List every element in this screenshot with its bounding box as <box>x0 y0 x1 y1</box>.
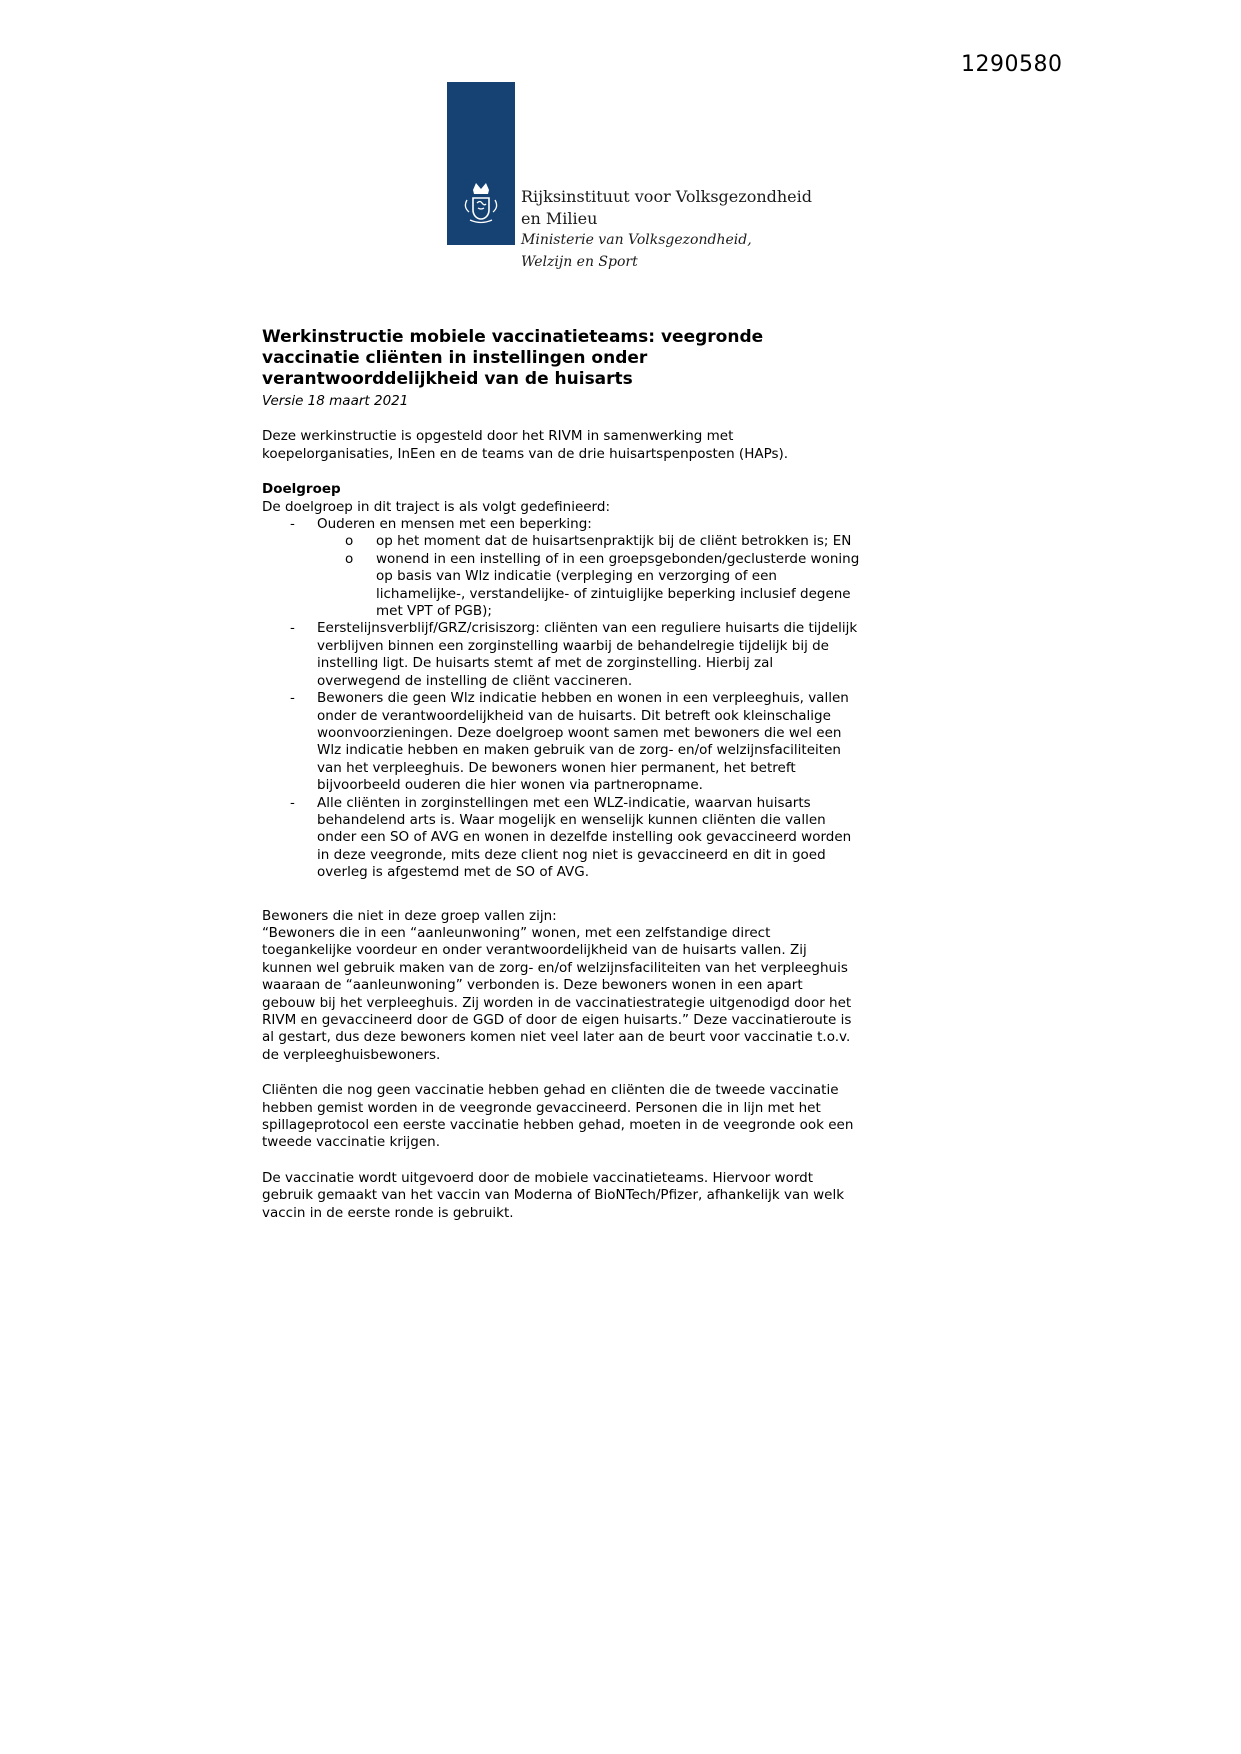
sub-list-item <box>317 551 860 621</box>
document-title <box>262 327 860 390</box>
missed-vaccination-paragraph: Cliënten die nog geen vaccinatie hebben gehad en cliënten die de tweede vaccinatie hebben gemist worden in de veegronde gevaccineerd. Personen die in lijn met het spillageprotocol een eerste vaccinatie hebben gehad, moeten in de veegronde ook een tweede vaccinatie krijgen. <box>262 1082 854 1151</box>
document-title-line1: Werkinstructie mobiele vaccinatieteams: veegronde <box>262 327 764 347</box>
rijksoverheid-logo-banner <box>447 82 515 245</box>
dash-bullet: - <box>290 516 295 533</box>
sub-list-item-text: op het moment dat de huisartsenpraktijk bij de cliënt betrokken is; EN <box>376 533 852 550</box>
dash-bullet: - <box>290 620 295 637</box>
logo-ministry-line1: Ministerie van Volksgezondheid, <box>521 232 752 248</box>
sub-list-item <box>317 533 860 550</box>
doelgroep-lead: De doelgroep in dit traject is als volgt gedefinieerd: <box>262 498 610 515</box>
exclusion-paragraph <box>262 908 860 1065</box>
doelgroep-list <box>262 516 860 882</box>
list-item-text: Eerstelijnsverblijf/GRZ/crisiszorg: cliënten van een reguliere huisarts die tijdelijk verblijven binnen een zorginstelling waarbij de behandelregie tijdelijk bij de instelling ligt. De huisarts stemt af met de zorginstelling. Hierbij zal overwegend de instelling de cliënt vaccineren. <box>317 620 858 689</box>
section-heading-doelgroep: Doelgroep <box>262 481 341 498</box>
list-item-text: Ouderen en mensen met een beperking: <box>317 516 592 533</box>
logo-text-block <box>521 186 812 273</box>
dutch-coat-of-arms-icon <box>458 180 504 228</box>
logo-ministry-line2: Welzijn en Sport <box>521 253 638 270</box>
circle-bullet: o <box>345 550 354 567</box>
document-title-line3: verantwoorddelijkheid van de huisarts <box>262 369 633 389</box>
logo-org-name-line2: en Milieu <box>521 209 598 228</box>
circle-bullet: o <box>345 533 354 550</box>
vaccine-type-paragraph: De vaccinatie wordt uitgevoerd door de mobiele vaccinatieteams. Hiervoor wordt gebruik gemaakt van het vaccin van Moderna of BioNTech/Pfizer, afhankelijk van welk vaccin in de eerste ronde is gebruikt. <box>262 1169 845 1221</box>
logo-org-name-line1: Rijksinstituut voor Volksgezondheid <box>521 187 812 206</box>
list-item-text: Bewoners die geen Wlz indicatie hebben en wonen in een verpleeghuis, vallen onder de verantwoordelijkheid van de huisarts. Dit betreft ook kleinschalige woonvoorzieningen. Deze doelgroep woont samen met bewoners die wel een Wlz indicatie hebben en maken gebruik van de zorg- en/of welzijnsfaciliteiten van het verpleeghuis. De bewoners wonen hier permanent, het betreft bijvoorbeeld ouderen die hier wonen via partneropname. <box>317 690 849 794</box>
list-item-text: Alle cliënten in zorginstellingen met een WLZ-indicatie, waarvan huisarts behandelend arts is. Waar mogelijk en wenselijk kunnen cliënten die vallen onder een SO of AVG en wonen in dezelfde instelling ook gevaccineerd worden in deze veegronde, mits deze client nog niet is gevaccineerd en dit in goed overleg is afgestemd met de SO of AVG. <box>317 794 852 881</box>
list-item <box>262 516 860 620</box>
list-item <box>262 690 860 794</box>
list-item <box>262 620 860 690</box>
exclusion-body: “Bewoners die in een “aanleunwoning” wonen, met een zelfstandige direct toegankelijke voordeur en onder verantwoordelijkheid van de huisarts vallen. Zij kunnen wel gebruik maken van de zorg- en/of welzijnsfaciliteiten van het verpleeghuis waaraan de “aanleunwoning” verbonden is. Deze bewoners wonen in een apart gebouw bij het verpleeghuis. Zij worden in de vaccinatiestrategie uitgenodigd door het RIVM en gevaccineerd door de GGD of door de eigen huisarts.” Deze vaccinatieroute is al gestart, dus deze bewoners komen niet veel later aan de beurt voor vaccinatie t.o.v. de verpleeghuisbewoners. <box>262 924 852 1063</box>
dash-bullet: - <box>290 794 295 811</box>
intro-paragraph: Deze werkinstructie is opgesteld door het RIVM in samenwerking met koepelorganisaties, InEen en de teams van de drie huisartspenposten (HAPs). <box>262 428 789 462</box>
document-number: 1290580 <box>961 52 1063 77</box>
list-item <box>262 795 860 882</box>
dash-bullet: - <box>290 690 295 707</box>
doelgroep-sublist <box>317 533 860 620</box>
document-version: Versie 18 maart 2021 <box>262 393 409 409</box>
document-body <box>262 327 860 1240</box>
document-title-line2: vaccinatie cliënten in instellingen onder <box>262 348 648 368</box>
exclusion-lead: Bewoners die niet in deze groep vallen zijn: <box>262 907 557 924</box>
sub-list-item-text: wonend in een instelling of in een groepsgebonden/geclusterde woning op basis van Wlz indicatie (verpleging en verzorging of een lichamelijke-, verstandelijke- of zintuiglijke beperking inclusief degene met VPT of PGB); <box>376 550 860 620</box>
